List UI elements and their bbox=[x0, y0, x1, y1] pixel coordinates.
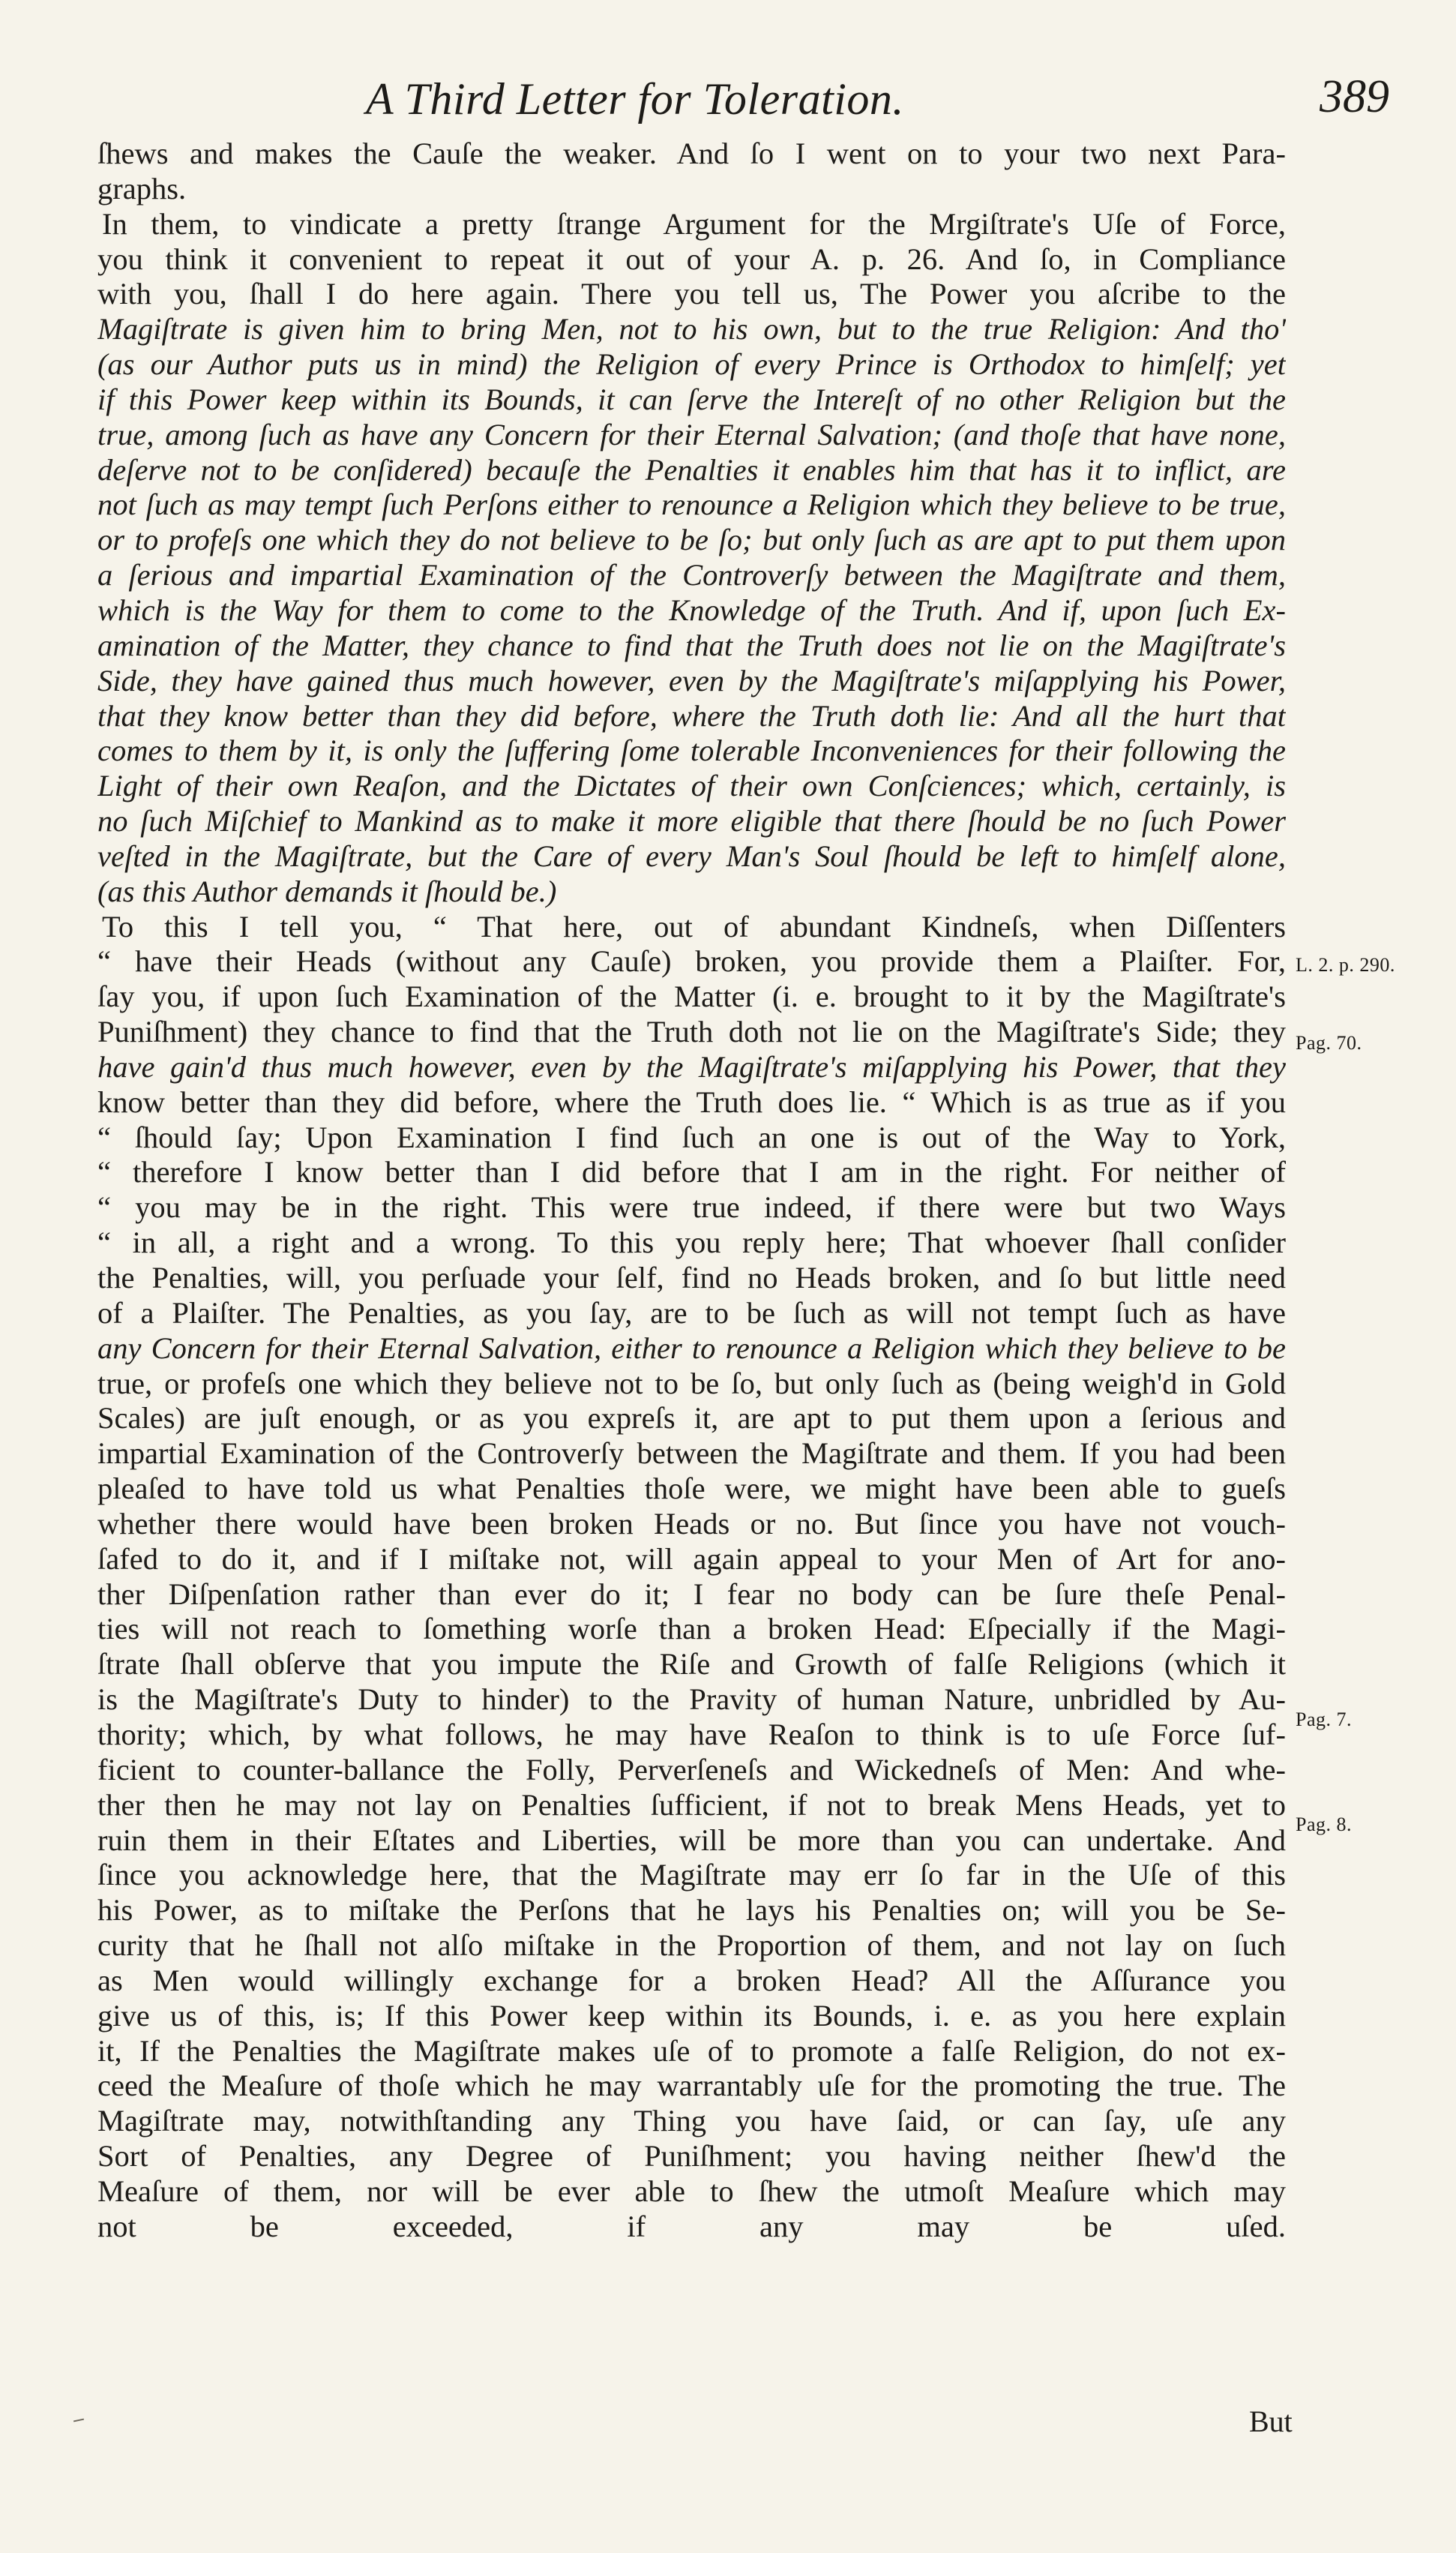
text-line: “ have their Heads (without any Cauſe) broken, you provide them a Plaiſter. For, bbox=[97, 944, 1286, 979]
text-line: Magiſtrate is given him to bring Men, not to his own, but to the true Religion: And tho' bbox=[97, 312, 1286, 346]
text-line: ſay you, if upon ſuch Examination of the Matter (i. e. brought to it by the Magiſtrate's bbox=[97, 980, 1286, 1014]
text-line: no ſuch Miſchief to Mankind as to make it more eligible that there ſhould be no ſuch Power bbox=[97, 804, 1286, 838]
text-line: the Penalties, will, you perſuade your ſelf, find no Heads broken, and ſo but little need bbox=[97, 1261, 1286, 1294]
text-line: not be exceeded, if any may be uſed. bbox=[97, 2209, 1286, 2243]
running-title: A Third Letter for Toleration. bbox=[366, 74, 904, 124]
text-line: ficient to counter-ballance the Folly, Perverſeneſs and Wickedneſs of Men: And whe- bbox=[97, 1752, 1286, 1786]
page-number: 389 bbox=[1320, 71, 1389, 122]
text-line: not ſuch as may tempt ſuch Perſons either to renounce a Religion which they believe to be true, bbox=[97, 488, 1286, 522]
text-line: give us of this, is; If this Power keep within its Bounds, i. e. as you here explain bbox=[97, 1998, 1286, 2032]
body-text bbox=[97, 136, 1286, 2279]
text-line: you think it convenient to repeat it out of your A. p. 26. And ſo, in Compliance bbox=[97, 242, 1286, 276]
text-line: true, among ſuch as have any Concern for their Eternal Salvation; (and thoſe that have none, bbox=[97, 417, 1286, 452]
text-line: In them, to vindicate a pretty ſtrange Argument for the Mrgiſtrate's Uſe of Force, bbox=[102, 206, 1286, 241]
margin-note: Pag. 7. bbox=[1296, 1708, 1352, 1730]
text-line: know better than they did before, where the Truth does lie. “ Which is as true as if you bbox=[97, 1084, 1286, 1119]
text-line: Meaſure of them, nor will be ever able to ſhew the utmoſt Meaſure which may bbox=[97, 2174, 1286, 2208]
page-header bbox=[0, 68, 1456, 128]
text-line: thority; which, by what follows, he may have Reaſon to think is to uſe Force ſuf- bbox=[97, 1717, 1286, 1751]
text-line: “ in all, a right and a wrong. To this you reply here; That whoever ſhall conſider bbox=[97, 1226, 1286, 1260]
text-line: it, If the Penalties the Magiſtrate makes uſe of to promote a falſe Religion, do not ex- bbox=[97, 2033, 1286, 2068]
text-line: To this I tell you, “ That here, out of abundant Kindneſs, when Diſſenters bbox=[102, 909, 1286, 944]
text-line: ties will not reach to ſomething worſe than a broken Head: Eſpecially if the Magi- bbox=[97, 1612, 1286, 1646]
text-line: Sort of Penalties, any Degree of Puniſhment; you having neither ſhew'd the bbox=[97, 2139, 1286, 2174]
text-line: “ you may be in the right. This were true indeed, if there were but two Ways bbox=[97, 1190, 1286, 1225]
text-line: veſted in the Magiſtrate, but the Care of every Man's Soul ſhould be left to himſelf alone, bbox=[97, 838, 1286, 873]
text-line: ther then he may not lay on Penalties ſufficient, if not to break Mens Heads, yet to bbox=[97, 1787, 1286, 1822]
text-line: Magiſtrate may, notwithſtanding any Thing you have ſaid, or can ſay, uſe any bbox=[97, 2104, 1286, 2138]
text-line: ther Diſpenſation rather than ever do it; I fear no body can be ſure theſe Penal- bbox=[97, 1576, 1286, 1611]
text-line: graphs. bbox=[97, 171, 187, 206]
text-line: ſtrate ſhall obſerve that you impute the Riſe and Growth of falſe Religions (which it bbox=[97, 1647, 1286, 1682]
text-line: Puniſhment) they chance to find that the Truth doth not lie on the Magiſtrate's Side; they bbox=[97, 1015, 1286, 1049]
text-line: amination of the Matter, they chance to find that the Truth does not lie on the Magiſtrate's bbox=[97, 628, 1286, 662]
text-line: whether there would have been broken Heads or no. But ſince you have not vouch- bbox=[97, 1506, 1286, 1540]
text-line: have gain'd thus much however, even by the Magiſtrate's miſapplying his Power, that they bbox=[97, 1049, 1286, 1084]
text-line: a ſerious and impartial Examination of the Controverſy between the Magiſtrate and them, bbox=[97, 558, 1286, 592]
text-line: of a Plaiſter. The Penalties, as you ſay, are to be ſuch as will not tempt ſuch as have bbox=[97, 1295, 1286, 1330]
text-line: as Men would willingly exchange for a broken Head? All the Aſſurance you bbox=[97, 1963, 1286, 1997]
text-line: that they know better than they did before, where the Truth doth lie: And all the hurt that bbox=[97, 698, 1286, 733]
text-line: Scales) are juſt enough, or as you expreſs it, are apt to put them upon a ſerious and bbox=[97, 1401, 1286, 1436]
text-line: or to profeſs one which they do not believe to be ſo; but only ſuch as are apt to put them upon bbox=[97, 523, 1286, 557]
text-line: any Concern for their Eternal Salvation, either to renounce a Religion which they believe to be bbox=[97, 1330, 1286, 1365]
text-line: curity that he ſhall not alſo miſtake in the Proportion of them, and not lay on ſuch bbox=[97, 1928, 1286, 1963]
text-line: ſhews and makes the Cauſe the weaker. And ſo I went on to your two next Para- bbox=[97, 136, 1286, 170]
text-line: comes to them by it, is only the ſuffering ſome tolerable Inconveniences for their following the bbox=[97, 734, 1286, 768]
text-line: ceed the Meaſure of thoſe which he may warrantably uſe for the promoting the true. The bbox=[97, 2068, 1286, 2103]
text-line: Side, they have gained thus much however, even by the Magiſtrate's miſapplying his Power, bbox=[97, 663, 1286, 698]
text-line: ſince you acknowledge here, that the Magiſtrate may err ſo far in the Uſe of this bbox=[97, 1858, 1286, 1892]
text-line: Light of their own Reaſon, and the Dictates of their own Conſciences; which, certainly, is bbox=[97, 769, 1286, 803]
text-line: is the Magiſtrate's Duty to hinder) to the Pravity of human Nature, unbridled by Au- bbox=[97, 1682, 1286, 1717]
text-line: with you, ſhall I do here again. There you tell us, The Power you aſcribe to the bbox=[97, 277, 1286, 311]
text-line: if this Power keep within its Bounds, it can ſerve the Intereſt of no other Religion but the bbox=[97, 382, 1286, 416]
text-line: (as our Author puts us in mind) the Religion of every Prince is Orthodox to himſelf; yet bbox=[97, 347, 1286, 382]
text-line: ſafed to do it, and if I miſtake not, will again appeal to your Men of Art for ano- bbox=[97, 1541, 1286, 1576]
margin-note: Pag. 70. bbox=[1296, 1032, 1362, 1054]
text-line: which is the Way for them to come to the Knowledge of the Truth. And if, upon ſuch Ex- bbox=[97, 592, 1286, 627]
text-line: “ therefore I know better than I did before that I am in the right. For neither of bbox=[97, 1155, 1286, 1190]
text-line: deſerve not to be conſidered) becauſe the Penalties it enables him that has it to inflict, are bbox=[97, 452, 1286, 487]
catchword: But bbox=[1249, 2404, 1293, 2438]
margin-note: L. 2. p. 290. bbox=[1296, 954, 1395, 976]
text-line: “ ſhould ſay; Upon Examination I find ſuch an one is out of the Way to York, bbox=[97, 1120, 1286, 1154]
text-line: (as this Author demands it ſhould be.) bbox=[97, 874, 557, 908]
margin-note: Pag. 8. bbox=[1296, 1814, 1352, 1835]
text-line: impartial Examination of the Controverſy between the Magiſtrate and them. If you had been bbox=[97, 1436, 1286, 1471]
text-line bbox=[97, 2245, 1286, 2280]
text-line: true, or profeſs one which they believe not to be ſo, but only ſuch as (being weigh'd in Gold bbox=[97, 1366, 1286, 1400]
stray-mark bbox=[73, 2419, 84, 2422]
text-line: his Power, as to miſtake the Perſons that he lays his Penalties on; will you be Se- bbox=[97, 1893, 1286, 1928]
text-line: pleaſed to have told us what Penalties thoſe were, we might have been able to gueſs bbox=[97, 1472, 1286, 1506]
text-line: ruin them in their Eſtates and Liberties, will be more than you can undertake. And bbox=[97, 1822, 1286, 1857]
